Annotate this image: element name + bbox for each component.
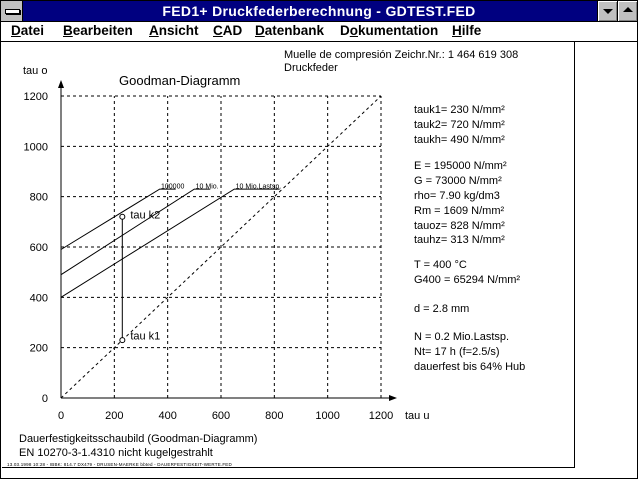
data-point-marker	[120, 214, 125, 219]
annotation-label: 10 Mio.	[195, 183, 219, 191]
x-tick-label: 200	[105, 410, 124, 422]
param-tauk1: tauk1= 230 N/mm²	[414, 104, 505, 116]
param-e-modulus: E = 195000 N/mm²	[414, 160, 507, 172]
y-tick-label: 600	[29, 242, 48, 254]
annotation-label: tau k2	[130, 209, 161, 222]
x-tick-label: 600	[211, 410, 231, 422]
annotation-label: tau k1	[130, 330, 161, 343]
param-taukh: taukh= 490 N/mm²	[414, 134, 505, 146]
drawing-header-line1: Muelle de compresión Zeichr.Nr.: 1 464 619 308	[284, 49, 519, 61]
y-tick-label: 200	[29, 342, 48, 355]
x-tick-label: 1000	[315, 410, 340, 422]
x-tick-label: 1200	[368, 410, 394, 422]
y-tick-label: 1000	[23, 141, 48, 154]
series-line-10-mio	[61, 189, 210, 275]
chart-title: Goodman-Diagramm	[119, 73, 241, 88]
param-rm: Rm = 1609 N/mm²	[414, 205, 505, 217]
param-time: Nt= 17 h (f=2.5/s)	[414, 346, 500, 358]
goodman-chart	[1, 1, 637, 478]
param-tauhz: tauhz= 313 N/mm²	[414, 234, 505, 246]
footer-stamp: 13.03.1998 10:28 - IBBK: 814.7 DX479 - DRUSEN-MAERKE bbted - DAUERFESTIGKEIT-WERTE.FED	[7, 462, 232, 467]
x-tick-label: 0	[57, 410, 65, 422]
param-g-modulus: G = 73000 N/mm²	[414, 175, 502, 187]
y-tick-label: 400	[29, 292, 48, 305]
y-axis-arrow-icon	[58, 80, 64, 88]
footer-caption: Dauerfestigkeitsschaubild (Goodman-Diagramm)	[19, 433, 258, 445]
data-point-marker	[120, 338, 125, 343]
menu-bearbeiten[interactable]: Bearbeiten	[63, 23, 133, 38]
param-wire-diameter: d = 2.8 mm	[414, 303, 470, 315]
annotation-label: 10 Mio.Lastsp.	[235, 183, 282, 191]
menu-dokumentation[interactable]: Dokumentation	[340, 23, 439, 38]
menu-datei[interactable]: Datei	[11, 23, 45, 38]
param-load-cycles: N = 0.2 Mio.Lastsp.	[414, 331, 510, 343]
param-rho: rho= 7.90 kg/dm3	[414, 190, 500, 202]
param-tauk2: tauk2= 720 N/mm²	[414, 119, 505, 131]
x-axis-arrow-icon	[389, 395, 397, 401]
drawing-header-line2: Druckfeder	[284, 62, 338, 74]
footer-material: EN 10270-3-1.4310 nicht kugelgestrahlt	[19, 447, 213, 459]
param-temperature: T = 400 °C	[414, 259, 467, 271]
param-g400: G400 = 65294 N/mm²	[414, 274, 521, 286]
menu-ansicht[interactable]: Ansicht	[149, 23, 199, 38]
menu-cad[interactable]: CAD	[213, 23, 243, 38]
y-tick-label: 800	[29, 191, 48, 204]
param-tauoz: tauoz= 828 N/mm²	[414, 220, 505, 232]
param-endurance: dauerfest bis 64% Hub	[414, 361, 526, 373]
y-tick-label: 0	[41, 393, 48, 405]
window-title: FED1+ Druckfederberechnung - GDTEST.FED	[162, 3, 476, 19]
menu-datenbank[interactable]: Datenbank	[255, 23, 325, 38]
annotation-label: 100000	[161, 183, 185, 191]
series-line-10-mio-lastsp	[61, 189, 280, 297]
x-axis-label: tau u	[405, 410, 430, 422]
x-tick-label: 800	[265, 410, 284, 422]
y-tick-label: 1200	[23, 91, 48, 103]
y-axis-label: tau o	[23, 65, 48, 77]
menu-hilfe[interactable]: Hilfe	[452, 23, 482, 38]
x-tick-label: 400	[158, 410, 177, 422]
